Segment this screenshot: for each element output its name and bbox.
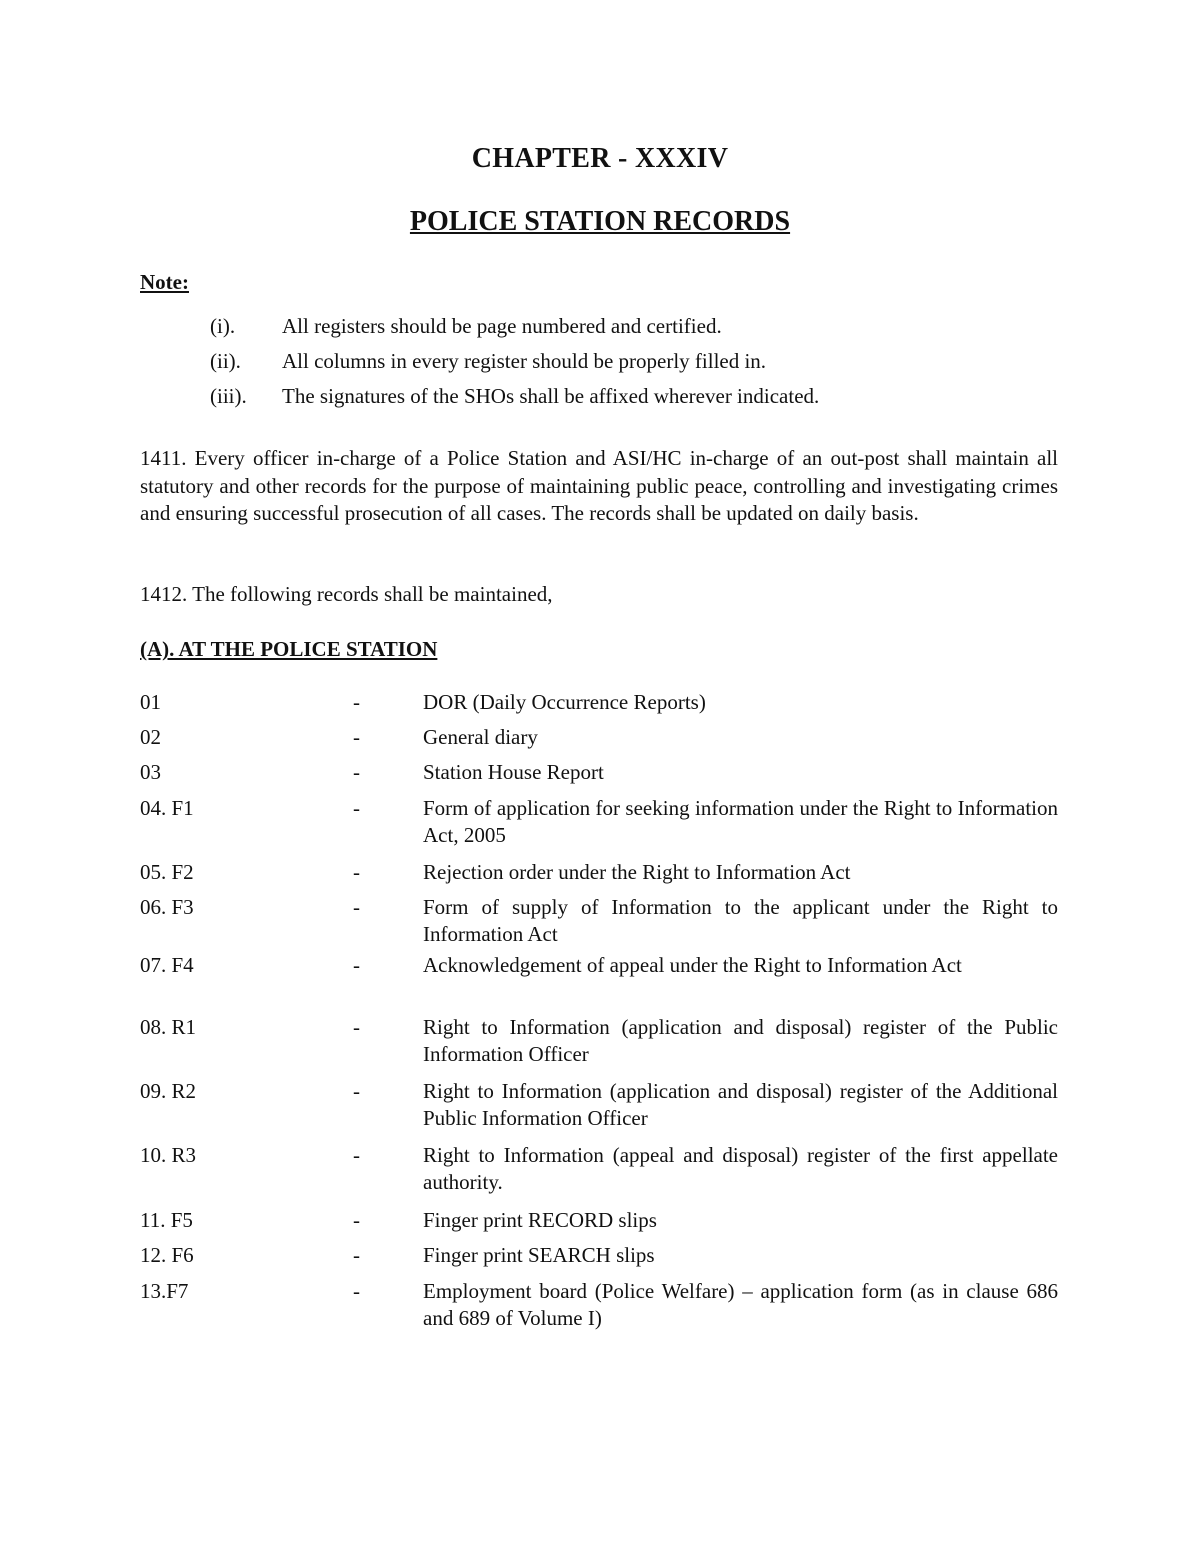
record-dash: - [353,760,360,784]
record-dash: - [353,725,360,749]
record-description: Employment board (Police Welfare) – application form (as in clause 686 and 689 of Volume I) [423,1279,1058,1330]
note-item [210,349,766,374]
record-code: 08. R1 [140,1015,197,1039]
record-code: 06. F3 [140,895,194,919]
record-code: 12. F6 [140,1243,194,1267]
record-dash: - [353,690,360,714]
page-title: POLICE STATION RECORDS [409,206,791,237]
record-code: 09. R2 [140,1079,197,1103]
note-item [210,384,819,409]
record-dash: - [353,1208,360,1232]
record-description: Right to Information (application and disposal) register of the Additional Public Information Officer [423,1079,1058,1130]
record-code: 13.F7 [140,1279,189,1303]
record-code: 05. F2 [140,860,194,884]
record-description: Rejection order under the Right to Information Act [423,860,851,884]
record-code: 01 [140,690,161,714]
record-description: Acknowledgement of appeal under the Right to Information Act [423,953,962,977]
record-description: DOR (Daily Occurrence Reports) [423,690,706,714]
record-code: 03 [140,760,161,784]
chapter-heading: CHAPTER - XXXIV [471,143,729,174]
note-text: All registers should be page numbered and certified. [282,314,722,338]
section-heading: (A). AT THE POLICE STATION [140,637,438,661]
record-dash: - [353,895,360,919]
record-description: Form of supply of Information to the applicant under the Right to Information Act [423,895,1058,946]
record-dash: - [353,796,360,820]
paragraph-1411: 1411. Every officer in-charge of a Police Station and ASI/HC in-charge of an out-post shall maintain all statutory and other records for the purpose of maintaining public peace, controlling and investigating crimes and ensuring successful prosecution of all cases. The records shall be updated on daily basis. [140,446,1058,525]
record-code: 02 [140,725,161,749]
record-dash: - [353,1143,360,1167]
record-description: General diary [423,725,538,749]
record-code: 11. F5 [140,1208,193,1232]
note-label: Note: [140,270,189,294]
note-text: All columns in every register should be properly filled in. [282,349,767,373]
note-number: (i). [210,314,236,338]
record-dash: - [353,1015,360,1039]
record-dash: - [353,1243,360,1267]
note-number: (ii). [210,349,241,373]
record-code: 10. R3 [140,1143,197,1167]
record-dash: - [353,860,360,884]
record-description: Finger print RECORD slips [423,1208,657,1232]
note-number: (iii). [210,384,247,408]
record-description: Finger print SEARCH slips [423,1243,655,1267]
record-dash: - [353,953,360,977]
record-description: Right to Information (application and disposal) register of the Public Information Officer [423,1015,1058,1066]
record-description: Right to Information (appeal and disposal) register of the first appellate authority. [423,1143,1058,1194]
record-dash: - [353,1279,360,1303]
record-description: Form of application for seeking information under the Right to Information Act, 2005 [423,796,1058,847]
record-code: 07. F4 [140,953,194,977]
note-item [210,314,722,339]
paragraph-1412: 1412. The following records shall be maintained, [140,582,553,606]
record-description: Station House Report [423,760,604,784]
note-text: The signatures of the SHOs shall be affixed wherever indicated. [282,384,820,408]
record-dash: - [353,1079,360,1103]
record-code: 04. F1 [140,796,194,820]
